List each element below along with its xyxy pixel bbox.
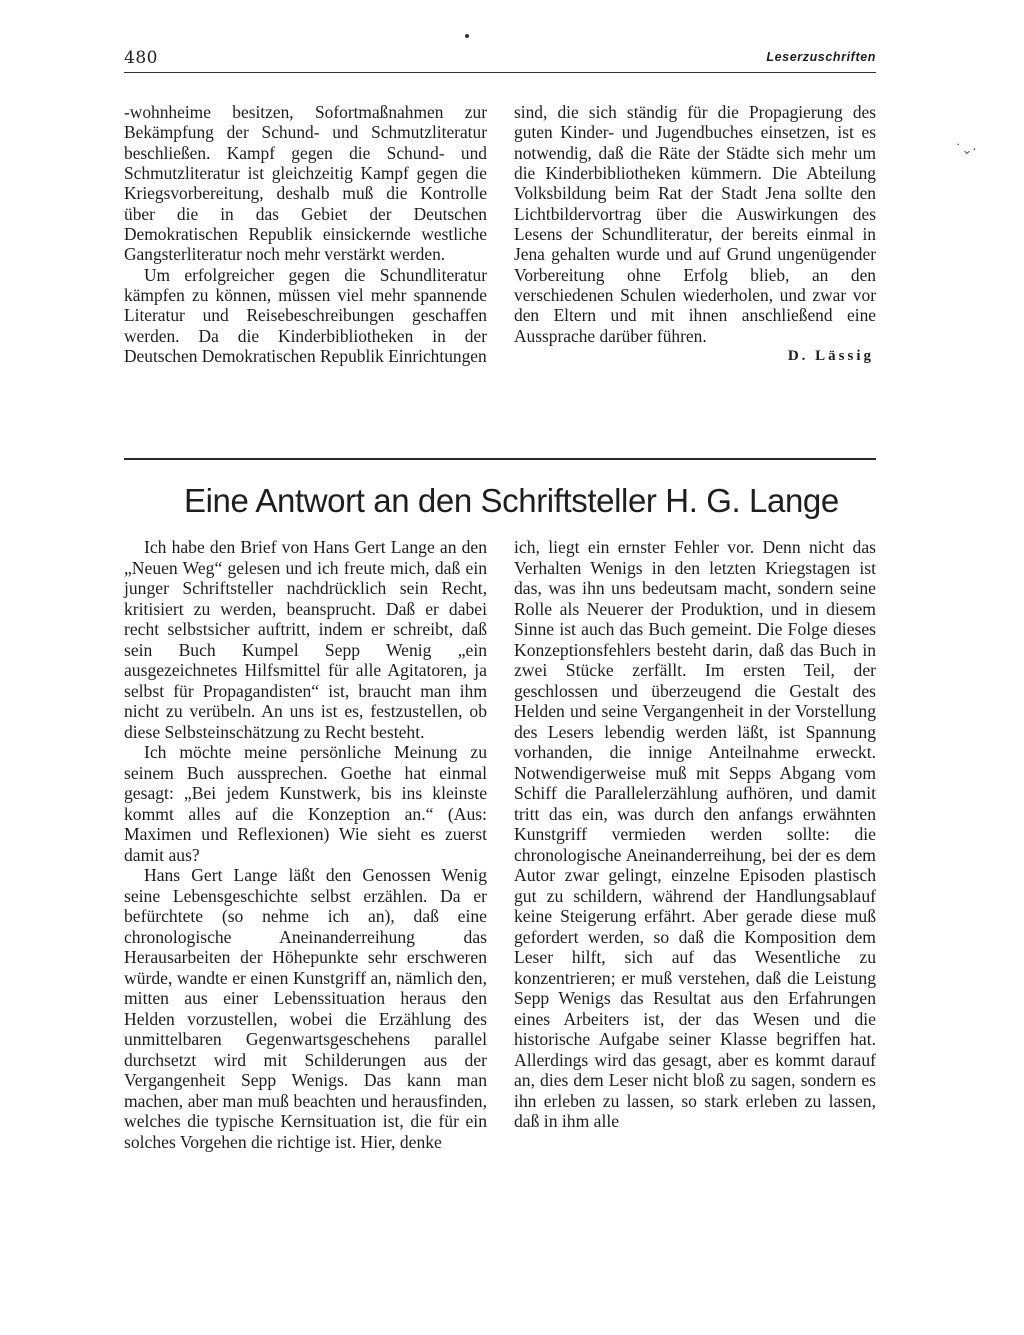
section-rule xyxy=(124,458,876,460)
letter-paragraph: -wohnheime besitzen, Sofortmaßnahmen zur Bekämpfung der Schund- und Schmutzliteratur beschließen. Kampf gegen die Schund- und Schmutzliteratur ist gleichzeitig Kampf gegen die Kriegsvorbereitung, deshalb muß die Kontrolle über die in das Gebiet der Deutschen Demokratischen Republik einsickernde westliche Gangsterliteratur noch mehr verstärkt werden. xyxy=(124,102,487,265)
article-paragraph: Ich möchte meine persönliche Meinung zu seinem Buch aussprechen. Goethe hat einmal gesagt: „Bei jedem Kunstwerk, bis ins kleinste kommt alles auf die Konzeption an.“ (Aus: Maximen und Reflexionen) Wie sieht es zuerst damit aus? xyxy=(124,742,487,865)
letter-left-column xyxy=(124,102,487,366)
article-right-column xyxy=(514,537,876,1132)
article-left-column xyxy=(124,537,487,1152)
article-title: Eine Antwort an den Schriftsteller H. G. Lange xyxy=(184,482,839,519)
running-head: Leserzuschriften xyxy=(766,50,876,64)
article-paragraph: Hans Gert Lange läßt den Genossen Wenig seine Lebensgeschichte selbst erzählen. Da er befürchtete (so nehme ich an), daß eine chronologische Aneinanderreihung das Herausarbeiten der Höhepunkte sehr erschweren würde, wandte er einen Kunstgriff an, nämlich den, mitten aus einer Lebenssituation heraus den Helden vorzustellen, wobei die Erzählung des unmittelbaren Gegenwartsgeschehens parallel durchsetzt wird mit Schilderungen aus der Vergangenheit Sepp Wenigs. Das kann man machen, aber man muß beachten und herausfinden, welches die typische Kernsituation ist, die für ein solches Vorgehen die richtige ist. Hier, denke xyxy=(124,865,487,1152)
letter-paragraph: Um erfolgreicher gegen die Schundliteratur kämpfen zu können, müssen viel mehr spannende Literatur und Reisebeschreibungen geschaffen werden. Da die Kinderbibliotheken in der Deutschen Demokratischen Republik Einrichtungen xyxy=(124,264,487,367)
letter-paragraph: sind, die sich ständig für die Propagierung des guten Kinder- und Jugendbuches einsetzen, ist es notwendig, daß die Räte der Städte sich mehr um die Kinderbibliotheken kümmern. Die Abteilung Volksbildung beim Rat der Stadt Jena sollte den Lichtbildervortrag über die Auswirkungen des Lesens der Schundliteratur, der bereits einmal in Jena gehalten wurde und auf Grund ungenügender Vorbereitung ohne Erfolg blieb, an den verschiedenen Schulen wiederholen, und zwar vor den Eltern und mit ihnen anschließend eine Aussprache darüber führen. xyxy=(514,102,876,346)
margin-mark: ˙⌄· xyxy=(955,143,977,158)
letter-right-column xyxy=(514,102,876,366)
article-paragraph: Ich habe den Brief von Hans Gert Lange an den „Neuen Weg“ gelesen und ich freute mich, daß ein junger Schriftsteller nachdrücklich sein Recht, kritisiert zu werden, beansprucht. Daß er dabei recht selbstsicher auftritt, indem er schreibt, daß sein Buch Kumpel Sepp Wenig „ein ausgezeichnetes Hilfsmittel für alle Agitatoren, ja selbst für Propagandisten“ ist, braucht man ihm nicht zu verübeln. An uns ist es, festzustellen, ob diese Selbsteinschätzung zu Recht besteht. xyxy=(124,537,487,742)
article-paragraph: ich, liegt ein ernster Fehler vor. Denn nicht das Verhalten Wenigs in den letzten Kriegstagen ist das, was ihn uns bedeutsam macht, sondern seine Rolle als Neuerer der Produktion, und in diesem Sinne ist auch das Buch gemeint. Die Folge dieses Konzeptionsfehlers besteht darin, daß das Buch in zwei Stücke zerfällt. Im ersten Teil, der geschlossen und überzeugend die Gestalt des Helden und seine Vergangenheit in der Vorstellung des Lesers lebendig werden läßt, ist Spannung vorhanden, die innige Anteilnahme erweckt. Notwendigerweise muß mit Sepps Abgang vom Schiff die Parallelerzählung aufhören, und damit tritt das ein, was durch den anfangs erwähnten Kunstgriff vermieden werden sollte: die chronologische Aneinanderreihung, bei der es dem Autor zwar gelingt, einzelne Episoden plastisch gut zu schildern, während der Handlungsablauf keine Steigerung erfährt. Aber gerade diese muß gefordert werden, so daß die Komposition dem Leser hilft, sich auf das Wesentliche zu konzentrieren; er muß verstehen, daß die Leistung Sepp Wenigs das Resultat aus den Erfahrungen eines Arbeiters ist, der das Wesen und die historische Aufgabe seiner Klasse begriffen hat. Allerdings wird das gesagt, aber es kommt darauf an, dies dem Leser nicht bloß zu sagen, sondern es ihn erleben zu lassen, so stark erleben zu lassen, daß in ihm alle xyxy=(514,537,876,1131)
page-number: 480 xyxy=(124,48,158,68)
page-dot xyxy=(465,34,469,38)
letter-signature: D. Lässig xyxy=(787,348,874,365)
header-rule xyxy=(124,72,876,73)
